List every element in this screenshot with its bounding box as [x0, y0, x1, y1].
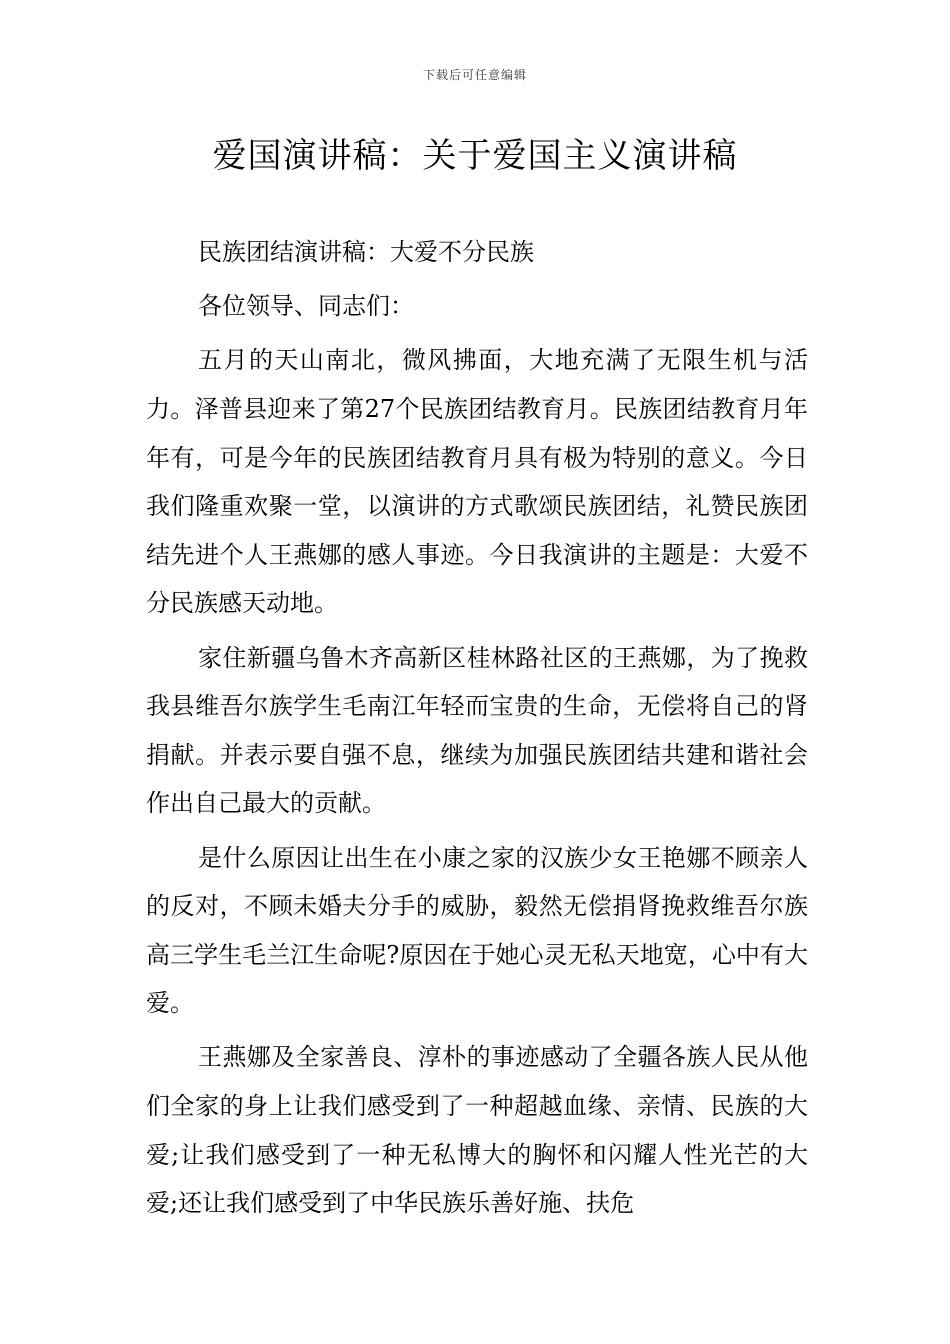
- paragraph-salutation: 各位领导、同志们：: [198, 292, 414, 321]
- paragraph-subtitle: 民族团结演讲稿：大爱不分民族: [198, 238, 534, 266]
- paragraph: 家住新疆乌鲁木齐高新区桂林路社区的王燕娜，为了挽救我县维吾尔族学生毛南江年轻而宝贵的生命，无偿将自己的肾捐献。并表示要自强不息，继续为加强民族团结共建和谐社会作出自己最大的贡献。: [146, 643, 808, 818]
- header-note: 下载后可任意编辑: [422, 68, 527, 82]
- paragraph: 五月的天山南北，微风拂面，大地充满了无限生机与活力。泽普县迎来了第27个民族团结教育月。民族团结教育月年年有，可是今年的民族团结教育月具有极为特别的意义。今日我们隆重欢聚一堂，以演讲的方式歌颂民族团结，礼赞民族团结先进个人王燕娜的感人事迹。今日我演讲的主题是：大爱不分民族感天动地。: [146, 346, 808, 618]
- paragraph: 王燕娜及全家善良、淳朴的事迹感动了全疆各族人民从他们全家的身上让我们感受到了一种超越血缘、亲情、民族的大爱;让我们感受到了一种无私博大的胸怀和闪耀人性光芒的大爱;还让我们感受到了中华民族乐善好施、扶危: [146, 1043, 808, 1218]
- page-title: 爱国演讲稿：关于爱国主义演讲稿: [212, 136, 738, 176]
- paragraph: 是什么原因让出生在小康之家的汉族少女王艳娜不顾亲人的反对，不顾未婚夫分手的威胁，毅然无偿捐肾挽救维吾尔族高三学生毛兰江生命呢?原因在于她心灵无私天地宽，心中有大爱。: [146, 843, 808, 1018]
- document-body: [146, 228, 808, 1233]
